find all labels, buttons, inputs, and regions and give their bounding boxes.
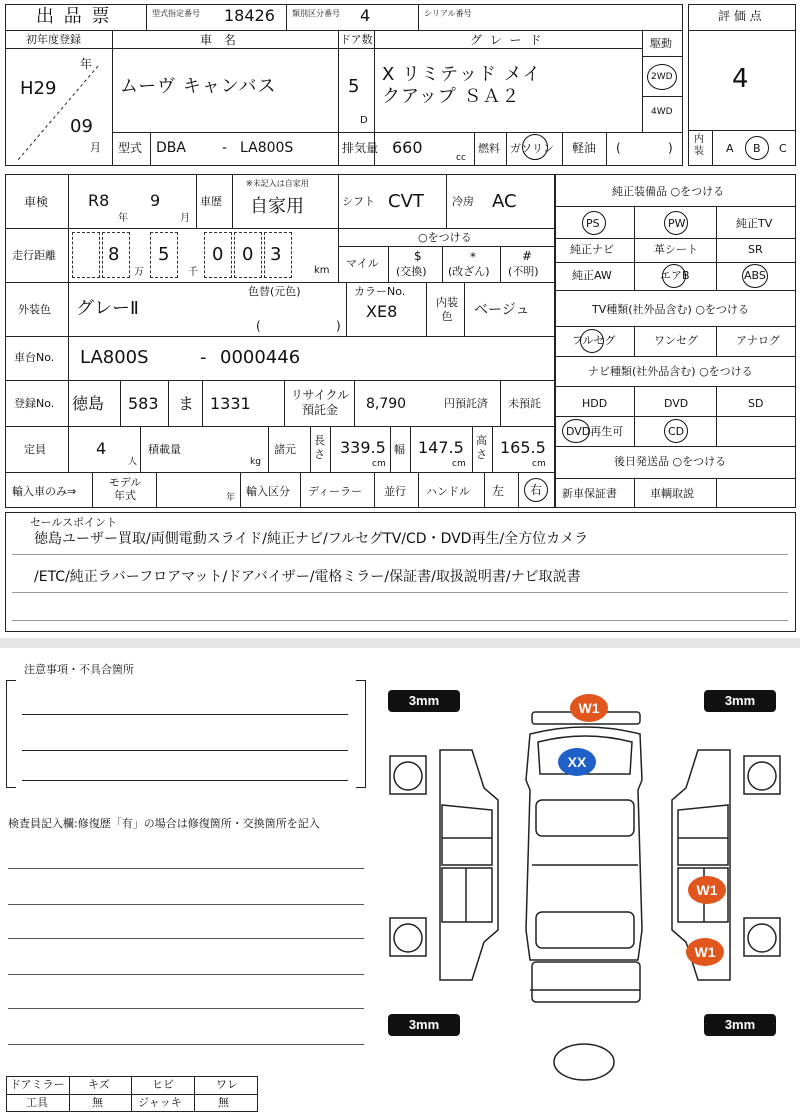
- damage-mark-w1: W1: [688, 876, 726, 904]
- shaken-month-unit: 月: [180, 213, 190, 224]
- equip-pw: PW: [668, 217, 686, 230]
- footer-jack: ジャッキ: [138, 1096, 182, 1109]
- tv-fullseg: フルセグ: [572, 334, 616, 347]
- tamper-label: (改ざん): [448, 265, 490, 278]
- evaluation-score: 4: [732, 64, 749, 94]
- tread-rear-left: 3mm: [388, 1014, 460, 1036]
- class-code-value: 4: [360, 6, 371, 25]
- import-label: 輸入車のみ⇒: [12, 485, 77, 498]
- width-unit: cm: [452, 459, 466, 469]
- shaken-era: R8: [88, 191, 110, 210]
- navi-title: ナビ種類(社外品含む) ○をつける: [588, 365, 753, 378]
- footer-h1: ドアミラー: [10, 1078, 65, 1091]
- drive-4wd: 4WD: [651, 107, 673, 117]
- capacity-value: 4: [96, 439, 107, 458]
- swap-label: (交換): [396, 265, 427, 278]
- displacement-unit: cc: [456, 153, 466, 163]
- mile-label: マイル: [346, 257, 379, 270]
- recycle-amount: 8,790: [366, 396, 407, 412]
- door-suffix: D: [360, 115, 368, 126]
- grade-line1: X リミテッド メイ: [382, 64, 542, 85]
- first-reg-label: 初年度登録: [26, 33, 81, 46]
- plate-number: 1331: [210, 394, 251, 413]
- color-label: 外装色: [18, 303, 51, 316]
- mileage-digit-box: [72, 232, 100, 278]
- tv-oneseg: ワンセグ: [654, 334, 698, 347]
- mileage-digit: 5: [158, 244, 170, 265]
- recycle-unit: 円預託済: [444, 397, 488, 410]
- length-value: 339.5: [340, 438, 386, 457]
- height-value: 165.5: [500, 438, 546, 457]
- ac-value: AC: [492, 191, 517, 212]
- damage-mark-w1: W1: [570, 694, 608, 722]
- width-value: 147.5: [418, 438, 464, 457]
- car-name: ムーヴ キャンバス: [120, 76, 277, 97]
- displacement-value: 660: [392, 138, 423, 157]
- shaken-month: 9: [150, 191, 161, 210]
- footer-jack-value: 無: [218, 1096, 229, 1109]
- load-unit: kg: [250, 457, 261, 467]
- swap-symbol: $: [414, 249, 422, 263]
- shift-label: シフト: [342, 195, 375, 208]
- damage-mark-xx: XX: [558, 748, 596, 776]
- navi-cd-circle: [664, 419, 688, 443]
- mileage-digit: 0: [212, 244, 224, 265]
- displacement-label: 排気量: [342, 141, 379, 155]
- model-type-dash: -: [222, 140, 228, 156]
- chassis-dash: -: [200, 347, 207, 368]
- recycle-unpaid: 未預託: [508, 397, 541, 410]
- import-year-unit: 年: [226, 493, 236, 503]
- shift-value: CVT: [388, 191, 424, 212]
- navi-dvd-play-circle: [562, 419, 590, 443]
- equip-pw-circle: [664, 211, 688, 235]
- navi-dvd-play: DVD再生可: [566, 425, 624, 438]
- model-code-label: 型式指定番号: [152, 9, 200, 18]
- later-title: 後日発送品 ○をつける: [614, 455, 727, 468]
- chassis-number: 0000446: [220, 347, 301, 368]
- import-dealer: ディーラー: [308, 485, 363, 498]
- tread-front-left: 3mm: [388, 690, 460, 712]
- model-type-label: 型式: [118, 141, 143, 155]
- plate-kana: ま: [178, 394, 195, 413]
- later-manual: 車輌取説: [650, 487, 694, 500]
- unknown-symbol: #: [522, 249, 533, 263]
- mileage-digit: 0: [242, 244, 254, 265]
- color-no-value: XE8: [366, 302, 398, 321]
- later-warranty: 新車保証書: [562, 487, 617, 500]
- plate-region: 徳島: [72, 394, 105, 413]
- mileage-label: 走行距離: [12, 249, 56, 262]
- mileage-circle-note: ○をつける: [418, 231, 472, 244]
- drive-label: 駆動: [650, 37, 672, 50]
- navi-dvd: DVD: [664, 397, 689, 410]
- grade-label: グ レ ー ド: [470, 33, 544, 47]
- import-parallel: 並行: [384, 485, 406, 498]
- repaint-open: (: [256, 319, 261, 333]
- color-no-label: カラーNo.: [354, 285, 406, 298]
- damage-mark-w1: W1: [686, 938, 724, 966]
- interior-b: B: [753, 142, 761, 155]
- color-value: グレーⅡ: [76, 298, 139, 319]
- footer-tools-value: 無: [92, 1096, 103, 1109]
- height-unit: cm: [532, 459, 546, 469]
- capacity-unit: 人: [128, 457, 138, 467]
- tv-title: TV種類(社外品含む) ○をつける: [592, 303, 749, 316]
- equip-abs-circle: [742, 264, 768, 288]
- section-gap: [0, 638, 800, 648]
- handle-right: 右: [530, 483, 543, 497]
- doc-title: 出 品 票: [36, 6, 112, 27]
- grade-line2: クアップ ＳＡ２: [382, 86, 521, 107]
- tamper-symbol: *: [470, 250, 476, 264]
- man-unit: 万: [134, 267, 144, 278]
- sales-points-line2: /ETC/純正ラバーフロアマット/ドアバイザー/電格ミラー/保証書/取扱説明書/ナビ取説書: [34, 569, 581, 585]
- interior-color-value: ベージュ: [474, 302, 530, 318]
- equip-airbag-circle: [662, 264, 686, 288]
- chassis-prefix: LA800S: [80, 347, 149, 368]
- repaint-close: ): [336, 319, 341, 333]
- tv-analog: アナログ: [736, 334, 780, 347]
- evaluation-label: 評 価 点: [718, 9, 762, 23]
- sales-points-line1: 徳島ユーザー買取/両側電動スライド/純正ナビ/フルセグTV/CD・DVD再生/全方位カメラ: [34, 531, 589, 547]
- interior-c: C: [779, 142, 787, 155]
- equip-ps-circle: [582, 211, 606, 235]
- equip-airbag: エアB: [660, 269, 690, 282]
- serial-label: シリアル番号: [424, 9, 472, 18]
- notes-bracket-left: [6, 680, 16, 788]
- recycle-label: リサイクル預託金: [290, 388, 350, 417]
- history-label: 車歴: [200, 195, 222, 208]
- length-unit: cm: [372, 459, 386, 469]
- repaint-label: 色替(元色): [248, 285, 301, 298]
- plate-label: 登録No.: [14, 397, 55, 410]
- km-unit: km: [314, 265, 330, 276]
- navi-sd: SD: [748, 397, 764, 410]
- notes-label: 注意事項・不具合箇所: [24, 663, 134, 676]
- equipment-title: 純正装備品 ○をつける: [612, 185, 725, 198]
- plate-class: 583: [128, 394, 159, 413]
- ac-label: 冷房: [452, 195, 474, 208]
- tread-rear-right: 3mm: [704, 1014, 776, 1036]
- chassis-label: 車台No.: [14, 351, 55, 364]
- interior-color-label: 内装色: [436, 296, 458, 323]
- dims-label: 諸元: [274, 443, 296, 456]
- capacity-label: 定員: [24, 443, 46, 456]
- load-label: 積載量: [148, 443, 181, 456]
- model-code-value: 18426: [224, 6, 275, 25]
- doors-label: ドア数: [340, 33, 373, 46]
- sen-unit: 千: [188, 267, 198, 278]
- equip-sr: SR: [748, 243, 763, 256]
- equip-abs: ABS: [744, 269, 766, 282]
- model-type-prefix: DBA: [156, 140, 186, 156]
- drive-2wd: 2WD: [651, 72, 673, 82]
- footer-h2: キズ: [88, 1078, 110, 1091]
- handle-left: 左: [492, 484, 505, 498]
- shaken-year-unit: 年: [118, 213, 128, 224]
- model-type: LA800S: [240, 140, 294, 156]
- class-code-label: 類別区分番号: [292, 9, 340, 18]
- year-unit: 年: [80, 57, 93, 71]
- height-label: 高さ: [476, 434, 487, 461]
- navi-hdd: HDD: [582, 397, 608, 410]
- shaken-label: 車検: [24, 195, 49, 209]
- import-class-label: 輸入区分: [246, 485, 290, 498]
- equip-ps: PS: [586, 217, 600, 230]
- fuel-gas-circle: [522, 134, 548, 160]
- equip-aw: 純正AW: [572, 269, 612, 282]
- history-value: 自家用: [250, 196, 304, 217]
- footer-tools: 工具: [26, 1096, 48, 1109]
- doors-value: 5: [348, 76, 360, 97]
- fuel-other-open: (: [616, 141, 621, 155]
- fuel-other-close: ): [668, 141, 673, 155]
- tv-fullseg-circle: [580, 329, 604, 353]
- notes-bracket-right: [356, 680, 366, 788]
- inspector-label: 検査員記入欄:修復歴「有」の場合は修復箇所・交換箇所を記入: [8, 817, 320, 830]
- car-name-label: 車 名: [200, 33, 240, 47]
- unknown-label: (不明): [508, 265, 539, 278]
- footer-h3: ヒビ: [152, 1078, 174, 1091]
- era-year: H29: [20, 78, 57, 99]
- month-unit: 月: [90, 141, 101, 154]
- equip-leather: 革シート: [654, 243, 698, 256]
- model-year-label: モデル年式: [108, 476, 142, 502]
- interior-a: A: [726, 142, 734, 155]
- history-note: ※未記入は自家用: [246, 179, 309, 188]
- tread-front-right: 3mm: [704, 690, 776, 712]
- sales-points-label: セールスポイント: [30, 516, 118, 529]
- mileage-digit: 3: [270, 244, 282, 265]
- reg-month: 09: [70, 116, 93, 137]
- equip-navi: 純正ナビ: [570, 243, 614, 256]
- fuel-gas: ガソリン: [510, 142, 554, 155]
- fuel-diesel: 軽油: [572, 141, 597, 155]
- handle-label: ハンドル: [426, 485, 470, 498]
- footer-h4: ワレ: [216, 1078, 238, 1091]
- navi-cd: CD: [668, 425, 685, 438]
- fuel-label: 燃料: [478, 142, 500, 155]
- equip-tv: 純正TV: [736, 217, 773, 230]
- width-label: 幅: [394, 443, 405, 456]
- length-label: 長さ: [314, 434, 325, 461]
- mileage-digit: 8: [108, 244, 120, 265]
- interior-label: 内装: [694, 134, 704, 157]
